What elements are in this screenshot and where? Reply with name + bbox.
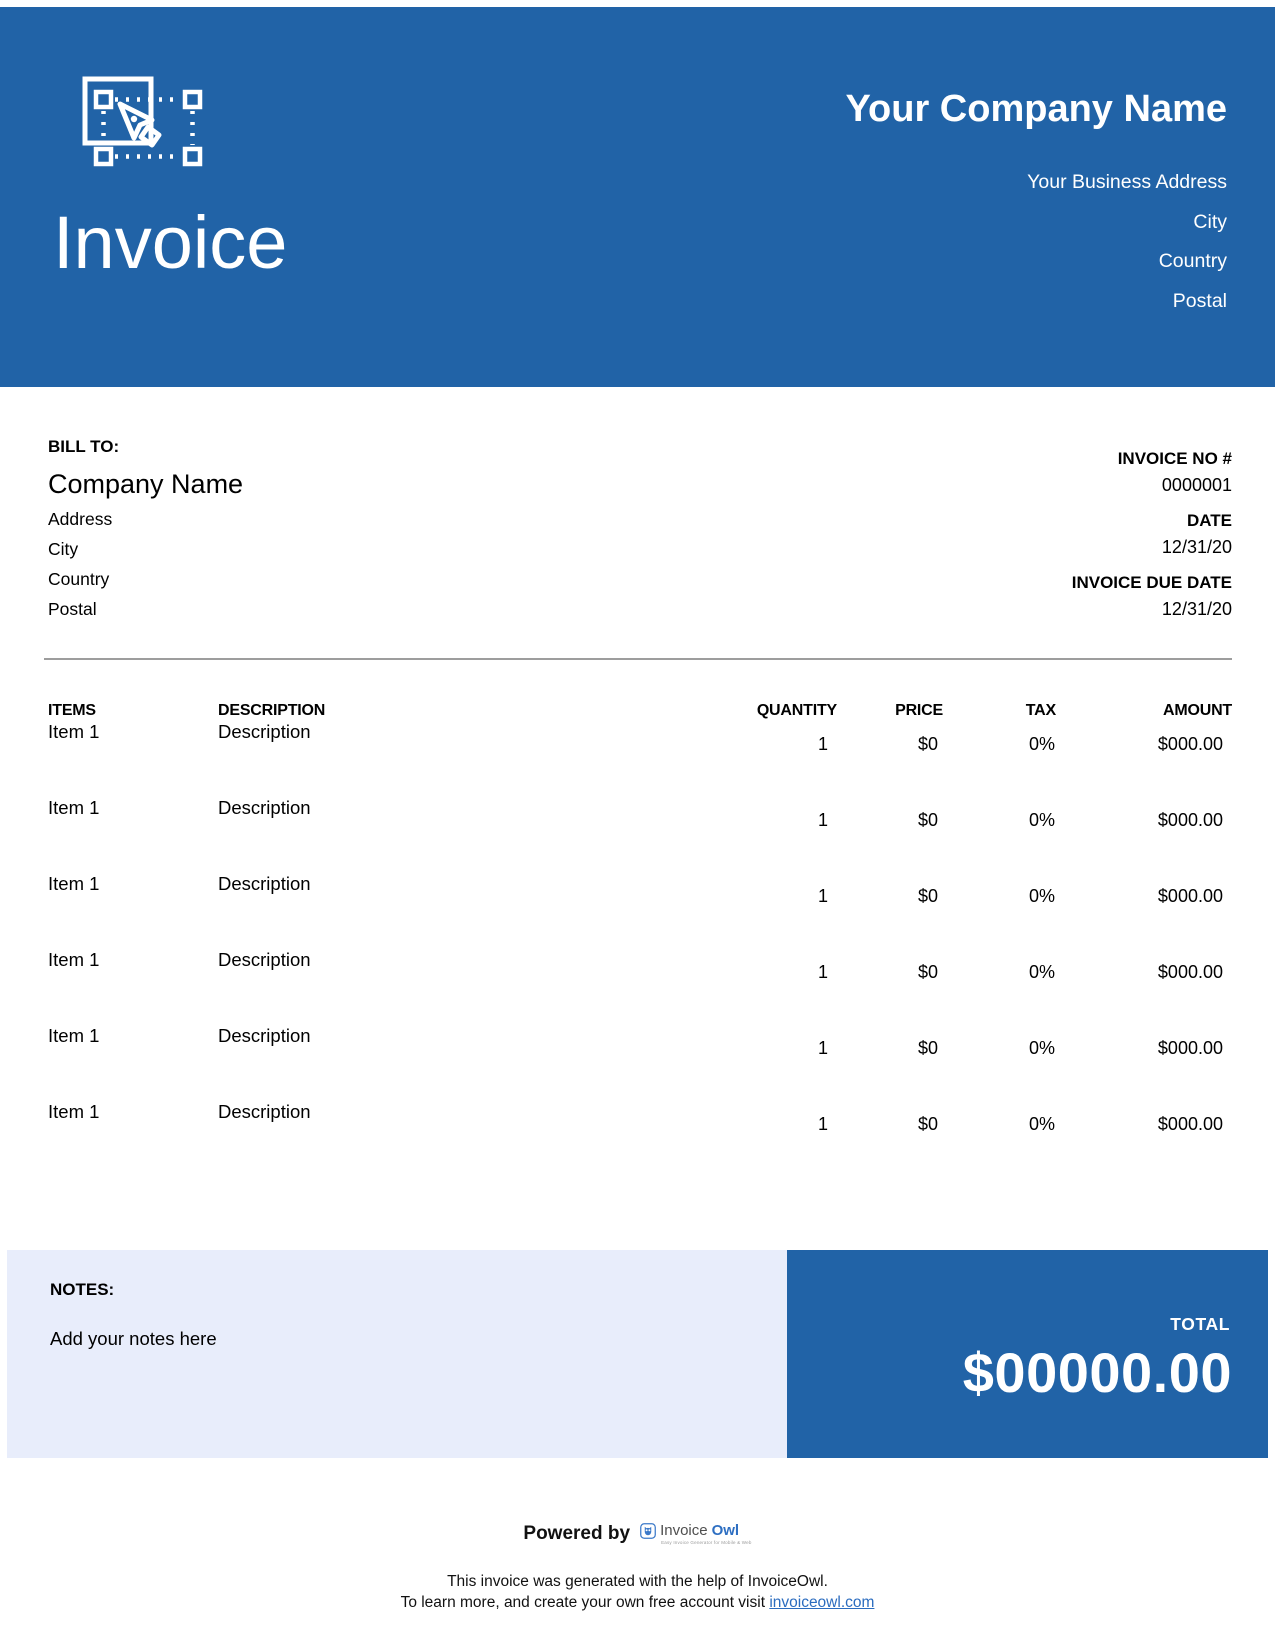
page-title: Invoice — [53, 201, 288, 284]
bill-to-address-line: Country — [48, 569, 110, 589]
invoiceowl-brand — [640, 1522, 752, 1545]
column-header-items: ITEMS — [48, 702, 96, 719]
table-row — [48, 1101, 1232, 1177]
tax-cell: 0% — [1028, 810, 1055, 830]
price-cell: $0 — [917, 886, 938, 906]
quantity-cell: 1 — [817, 810, 828, 830]
tax-cell: 0% — [1028, 734, 1055, 754]
item-cell: Item 1 — [48, 797, 100, 818]
amount-cell: $000.00 — [1157, 1038, 1223, 1058]
table-row — [48, 797, 1232, 873]
company-block — [846, 87, 1227, 321]
bill-to-address-line: City — [48, 539, 79, 559]
column-header-price: PRICE — [895, 702, 943, 719]
price-cell: $0 — [917, 1038, 938, 1058]
bill-to-company: Company Name — [48, 469, 244, 499]
bill-to-address-line: Address — [48, 509, 113, 529]
powered-by-label: Powered by — [523, 1523, 631, 1544]
item-cell: Item 1 — [48, 721, 100, 742]
powered-by-row — [0, 1522, 1275, 1546]
price-cell: $0 — [917, 734, 938, 754]
item-cell: Item 1 — [48, 873, 100, 894]
quantity-cell: 1 — [817, 886, 828, 906]
description-cell: Description — [218, 1101, 311, 1122]
column-header-tax: TAX — [1025, 702, 1056, 719]
description-cell: Description — [218, 797, 311, 818]
description-cell: Description — [218, 949, 311, 970]
invoice-meta-value: 0000001 — [1161, 475, 1232, 495]
quantity-cell: 1 — [817, 1114, 828, 1134]
brand-owl-text: Owl — [711, 1522, 740, 1539]
invoice-meta-value: 12/31/20 — [1161, 599, 1232, 619]
table-row — [48, 721, 1232, 797]
tax-cell: 0% — [1028, 886, 1055, 906]
invoice-meta-value: 12/31/20 — [1161, 537, 1232, 557]
items-table-header — [48, 701, 1232, 721]
invoice-meta-label: DATE — [1186, 511, 1232, 530]
owl-logo-icon — [640, 1523, 656, 1539]
quantity-cell: 1 — [817, 1038, 828, 1058]
item-cell: Item 1 — [48, 949, 100, 970]
company-address-line: City — [1193, 210, 1227, 233]
company-address-line: Postal — [1172, 289, 1227, 312]
notes-text: Add your notes here — [50, 1328, 217, 1349]
invoice-meta-group — [1072, 570, 1232, 622]
column-header-amount: AMOUNT — [1162, 702, 1232, 719]
section-divider — [44, 658, 1232, 660]
header-band — [0, 7, 1275, 387]
bill-to-address-line: Postal — [48, 599, 97, 619]
description-cell: Description — [218, 1025, 311, 1046]
description-cell: Description — [218, 721, 311, 742]
total-label: TOTAL — [1170, 1314, 1230, 1334]
price-cell: $0 — [917, 1114, 938, 1134]
amount-cell: $000.00 — [1157, 962, 1223, 982]
tax-cell: 0% — [1028, 1114, 1055, 1134]
bill-to-address — [48, 504, 243, 624]
total-panel — [787, 1250, 1268, 1458]
bill-to-block — [48, 436, 243, 624]
brand-invoice-text: Invoice — [660, 1522, 708, 1539]
company-address — [846, 163, 1227, 321]
invoiceowl-brand-lockup — [640, 1522, 739, 1539]
tax-cell: 0% — [1028, 1038, 1055, 1058]
invoice-meta-group — [1072, 446, 1232, 498]
table-row — [48, 873, 1232, 949]
invoice-meta-label: INVOICE NO # — [1117, 449, 1232, 468]
brand-tagline: Easy Invoice Generator for Mobile & Web — [661, 1540, 752, 1545]
quantity-cell: 1 — [817, 734, 828, 754]
amount-cell: $000.00 — [1157, 810, 1223, 830]
footer-line-1: This invoice was generated with the help of InvoiceOwl. — [447, 1573, 828, 1590]
items-table — [48, 701, 1232, 1177]
price-cell: $0 — [917, 962, 938, 982]
price-cell: $0 — [917, 810, 938, 830]
quantity-cell: 1 — [817, 962, 828, 982]
invoiceowl-link[interactable]: invoiceowl.com — [769, 1594, 875, 1611]
item-cell: Item 1 — [48, 1101, 100, 1122]
amount-cell: $000.00 — [1157, 886, 1223, 906]
footer-line-2 — [0, 1592, 1275, 1613]
total-amount: $00000.00 — [962, 1341, 1232, 1404]
column-header-description: DESCRIPTION — [218, 702, 326, 719]
invoice-meta-group — [1072, 508, 1232, 560]
tax-cell: 0% — [1028, 962, 1055, 982]
table-row — [48, 949, 1232, 1025]
company-address-line: Your Business Address — [1027, 171, 1227, 193]
description-cell: Description — [218, 873, 311, 894]
column-header-quantity: QUANTITY — [756, 702, 837, 719]
items-table-body — [48, 721, 1232, 1177]
notes-panel — [7, 1250, 787, 1458]
bill-to-label: BILL TO: — [48, 437, 120, 456]
company-name: Your Company Name — [845, 88, 1227, 130]
amount-cell: $000.00 — [1157, 1114, 1223, 1134]
pen-tool-logo-icon — [78, 69, 204, 171]
company-address-line: Country — [1158, 250, 1227, 272]
amount-cell: $000.00 — [1157, 734, 1223, 754]
invoice-meta-label: INVOICE DUE DATE — [1071, 573, 1232, 592]
table-row — [48, 1025, 1232, 1101]
notes-label: NOTES: — [50, 1280, 115, 1299]
invoice-meta — [1072, 446, 1232, 632]
footer-line-2-text: To learn more, and create your own free account visit — [400, 1594, 770, 1611]
item-cell: Item 1 — [48, 1025, 100, 1046]
